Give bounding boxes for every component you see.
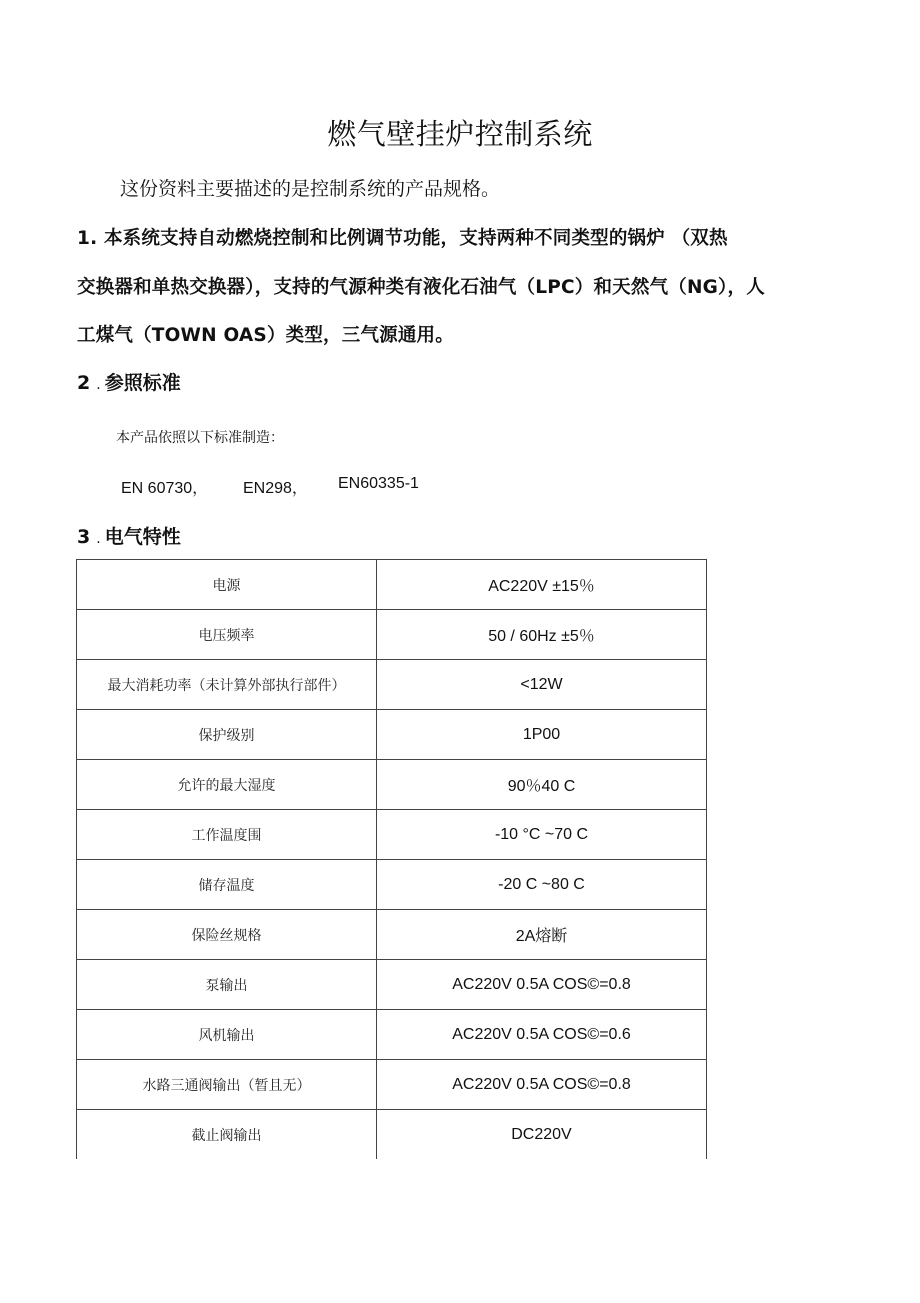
- spec-value: AC220V ±15％: [377, 560, 707, 610]
- table-row: [77, 660, 707, 710]
- spec-label: 水路三通阀输出（暂且无）: [77, 1060, 377, 1110]
- table-row: [77, 810, 707, 860]
- spec-value: -10 °C ~70 C: [377, 810, 707, 860]
- table-row: [77, 610, 707, 660]
- table-row: [77, 760, 707, 810]
- table-row: [77, 1110, 707, 1160]
- section3-title: 电气特性: [104, 526, 181, 548]
- section3-heading: [77, 522, 181, 549]
- table-row: [77, 910, 707, 960]
- spec-label: 保险丝规格: [77, 910, 377, 960]
- spec-label: 电压频率: [77, 610, 377, 660]
- section3-number: 3: [77, 526, 91, 548]
- spec-value: <12W: [377, 660, 707, 710]
- spec-label: 储存温度: [77, 860, 377, 910]
- table-row: [77, 960, 707, 1010]
- section2-heading: [77, 368, 181, 395]
- spec-value: AC220V 0.5A COS©=0.6: [377, 1010, 707, 1060]
- standard-item: EN 60730，: [121, 480, 209, 497]
- table-row: [77, 860, 707, 910]
- intro-paragraph: 这份资料主要描述的是控制系统的产品规格。: [120, 178, 501, 200]
- spec-label: 工作温度围: [77, 810, 377, 860]
- table-row: [77, 710, 707, 760]
- spec-label: 最大消耗功率（未计算外部执行部件）: [77, 660, 377, 710]
- spec-value: 1P00: [377, 710, 707, 760]
- spec-value: 90％40 C: [377, 760, 707, 810]
- document-title: 燃气壁挂炉控制系统: [327, 117, 593, 151]
- spec-label: 截止阀输出: [77, 1110, 377, 1160]
- section1-line-2: 交换器和单热交换器），支持的气源种类有液化石油气（LPC）和天然气（NG），人: [77, 277, 765, 298]
- spec-label: 保护级别: [77, 710, 377, 760]
- spec-label: 电源: [77, 560, 377, 610]
- table-row: [77, 1010, 707, 1060]
- spec-value: -20 C ~80 C: [377, 860, 707, 910]
- section1-line-1: 1. 本系统支持自动燃烧控制和比例调节功能，支持两种不同类型的锅炉 （双热: [77, 228, 728, 249]
- heading-dot: .: [96, 377, 101, 393]
- heading-dot: .: [96, 531, 101, 547]
- table-row: [77, 560, 707, 610]
- electrical-specs-table: [76, 559, 707, 1159]
- standard-item: EN60335-1: [338, 475, 419, 492]
- standards-description: 本产品依照以下标准制造：: [116, 430, 284, 446]
- spec-label: 风机输出: [77, 1010, 377, 1060]
- spec-value: 2A熔断: [377, 910, 707, 960]
- table-row: [77, 1060, 707, 1110]
- standard-item: EN298，: [243, 480, 308, 497]
- spec-label: 允许的最大湿度: [77, 760, 377, 810]
- section2-title: 参照标准: [104, 372, 181, 394]
- spec-value: 50 / 60Hz ±5％: [377, 610, 707, 660]
- spec-value: AC220V 0.5A COS©=0.8: [377, 1060, 707, 1110]
- spec-label: 泵输出: [77, 960, 377, 1010]
- section1-line-3: 工煤气（TOWN OAS）类型，三气源通用。: [77, 325, 454, 346]
- section2-number: 2: [77, 372, 91, 394]
- spec-value: AC220V 0.5A COS©=0.8: [377, 960, 707, 1010]
- spec-value: DC220V: [377, 1110, 707, 1160]
